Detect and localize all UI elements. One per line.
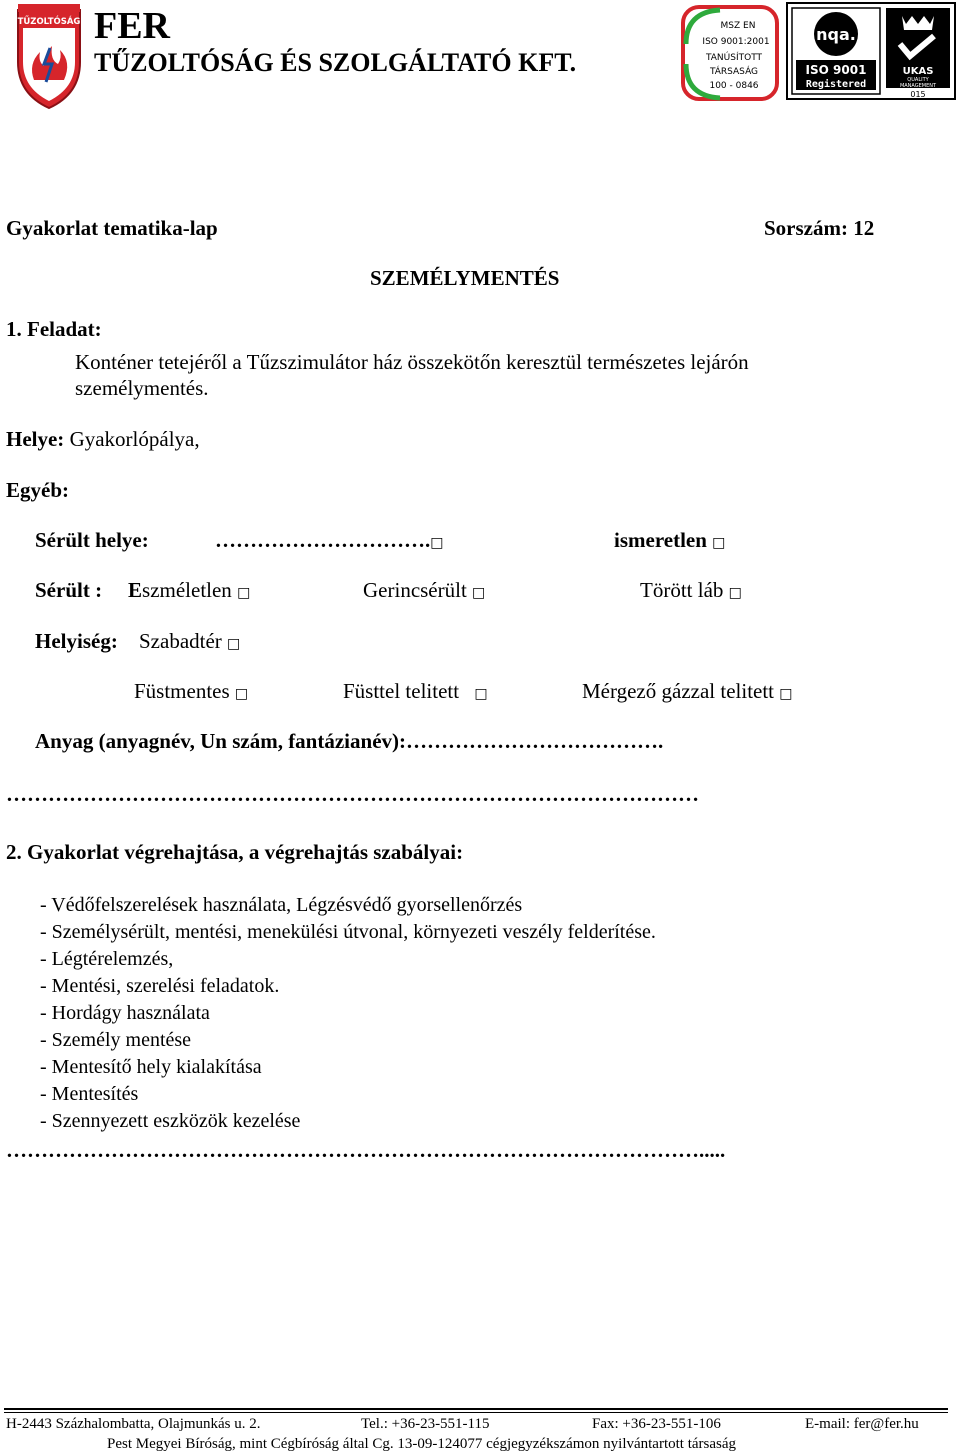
unknown-label: ismeretlen [614, 528, 707, 552]
cert-line-1: MSZ EN [720, 21, 756, 31]
registered-text: Registered [805, 79, 867, 90]
main-title: SZEMÉLYMENTÉS [370, 266, 560, 290]
spinal-injury-option[interactable] [363, 578, 485, 605]
cert-line-3: TANÚSÍTOTT [705, 53, 763, 63]
rule-item: - Szennyezett eszközök kezelése [40, 1110, 301, 1132]
toxic-gas-checkbox[interactable]: □ [779, 686, 793, 702]
material-label: Anyag (anyagnév, Un szám, fantázianév): [35, 729, 406, 753]
footer-divider-thin [4, 1412, 948, 1413]
rule-item: - Hordágy használata [40, 1002, 210, 1024]
quality-text: QUALITY [907, 77, 929, 83]
smoke-filled-option[interactable] [343, 679, 488, 706]
footer-tel: Tel.: +36-23-551-115 [361, 1416, 490, 1432]
injured-place-dots: …………………………. [215, 528, 431, 552]
cert-line-5: 100 - 0846 [709, 81, 759, 91]
rule-item: - Személysérült, mentési, menekülési útvonal, környezeti veszély felderítése. [40, 921, 656, 943]
rule-item: - Légtérelemzés, [40, 948, 174, 970]
unconscious-label: szméletlen [142, 578, 232, 602]
iso-certified-badge [680, 4, 780, 102]
smoke-free-label: Füstmentes [134, 679, 230, 703]
unconscious-option[interactable] [128, 578, 250, 605]
logo-text: TŰZOLTÓSÁG [17, 17, 81, 27]
injured-place-label: Sérült helye: [35, 528, 149, 552]
company-name: FER [94, 5, 170, 47]
smoke-free-checkbox[interactable]: □ [234, 686, 249, 702]
ukas-number: 015 [910, 90, 926, 99]
room-label: Helyiség: [35, 629, 118, 653]
unknown-checkbox[interactable]: □ [712, 535, 726, 551]
spinal-injury-checkbox[interactable]: □ [472, 585, 486, 601]
task-heading: 1. Feladat: [6, 317, 102, 341]
injured-place-field[interactable] [215, 528, 443, 555]
rule-item: - Mentesítő hely kialakítása [40, 1056, 262, 1078]
smoke-filled-checkbox[interactable]: □ [474, 686, 488, 702]
material-continuation-dots[interactable]: ……………………………………………………………………………………… [6, 782, 699, 806]
location-label: Helye: [6, 427, 65, 451]
open-air-checkbox[interactable]: □ [227, 636, 241, 652]
rule-item: - Védőfelszerelések használata, Légzésvédő gyorsellenőrzés [40, 894, 523, 916]
rule-item: - Mentési, szerelési feladatok. [40, 975, 280, 997]
cert-line-4: TÁRSASÁG [709, 67, 759, 77]
serial-number: Sorszám: 12 [764, 216, 875, 240]
footer-fax: Fax: +36-23-551-106 [592, 1416, 721, 1432]
nqa-text: nqa. [816, 25, 856, 44]
company-subtitle: TŰZOLTÓSÁG ÉS SZOLGÁLTATÓ KFT. [94, 48, 577, 77]
sheet-title: Gyakorlat tematika-lap [6, 216, 218, 240]
broken-leg-option[interactable] [640, 578, 742, 605]
material-dots: ………………………………. [406, 729, 664, 753]
smoke-free-option[interactable] [134, 679, 248, 706]
toxic-gas-label: Mérgező gázzal telitett [582, 679, 775, 703]
task-line-1: Konténer tetejéről a Tűzszimulátor ház összekötőn keresztül természetes lejárón [75, 350, 749, 374]
end-dots[interactable]: ………………………………………………………………………………………..... [6, 1138, 726, 1162]
footer-registry: Pest Megyei Bíróság, mint Cégbíróság által Cg. 13-09-124077 cégjegyzékszámon nyilvántartott társaság [107, 1436, 737, 1452]
unknown-option[interactable] [614, 528, 725, 555]
task-line-2: személymentés. [75, 376, 209, 400]
footer-address: H-2443 Százhalombatta, Olajmunkás u. 2. [6, 1416, 261, 1432]
open-air-option[interactable] [139, 629, 240, 656]
iso-text: ISO 9001 [805, 63, 867, 77]
location-row [6, 427, 200, 451]
cert-line-2: ISO 9001:2001 [702, 37, 770, 47]
open-air-label: Szabadtér [139, 629, 222, 653]
toxic-gas-option[interactable] [582, 679, 793, 706]
rule-item: - Mentesítés [40, 1083, 139, 1105]
execution-heading: 2. Gyakorlat végrehajtása, a végrehajtás szabályai: [6, 840, 464, 864]
unconscious-checkbox[interactable]: □ [237, 585, 251, 601]
broken-leg-checkbox[interactable]: □ [728, 585, 742, 601]
spinal-injury-label: Gerincsérült [363, 578, 467, 602]
unconscious-initial: E [128, 578, 143, 602]
rules-list [40, 892, 656, 1135]
broken-leg-label: Törött láb [640, 578, 724, 602]
smoke-filled-label: Füsttel telitett [343, 679, 460, 703]
material-row[interactable] [35, 729, 663, 753]
other-label: Egyéb: [6, 478, 69, 502]
nqa-ukas-badge [786, 2, 956, 100]
rule-item: - Személy mentése [40, 1029, 192, 1051]
management-text: MANAGEMENT [899, 83, 937, 89]
location-value: Gyakorlópálya, [69, 427, 200, 451]
fire-department-logo [14, 2, 84, 110]
ukas-text: UKAS [902, 66, 934, 77]
footer-divider [4, 1408, 948, 1410]
footer-email[interactable]: E-mail: fer@fer.hu [805, 1416, 919, 1432]
injured-label: Sérült : [35, 578, 103, 602]
injured-place-checkbox[interactable]: □ [430, 535, 444, 551]
